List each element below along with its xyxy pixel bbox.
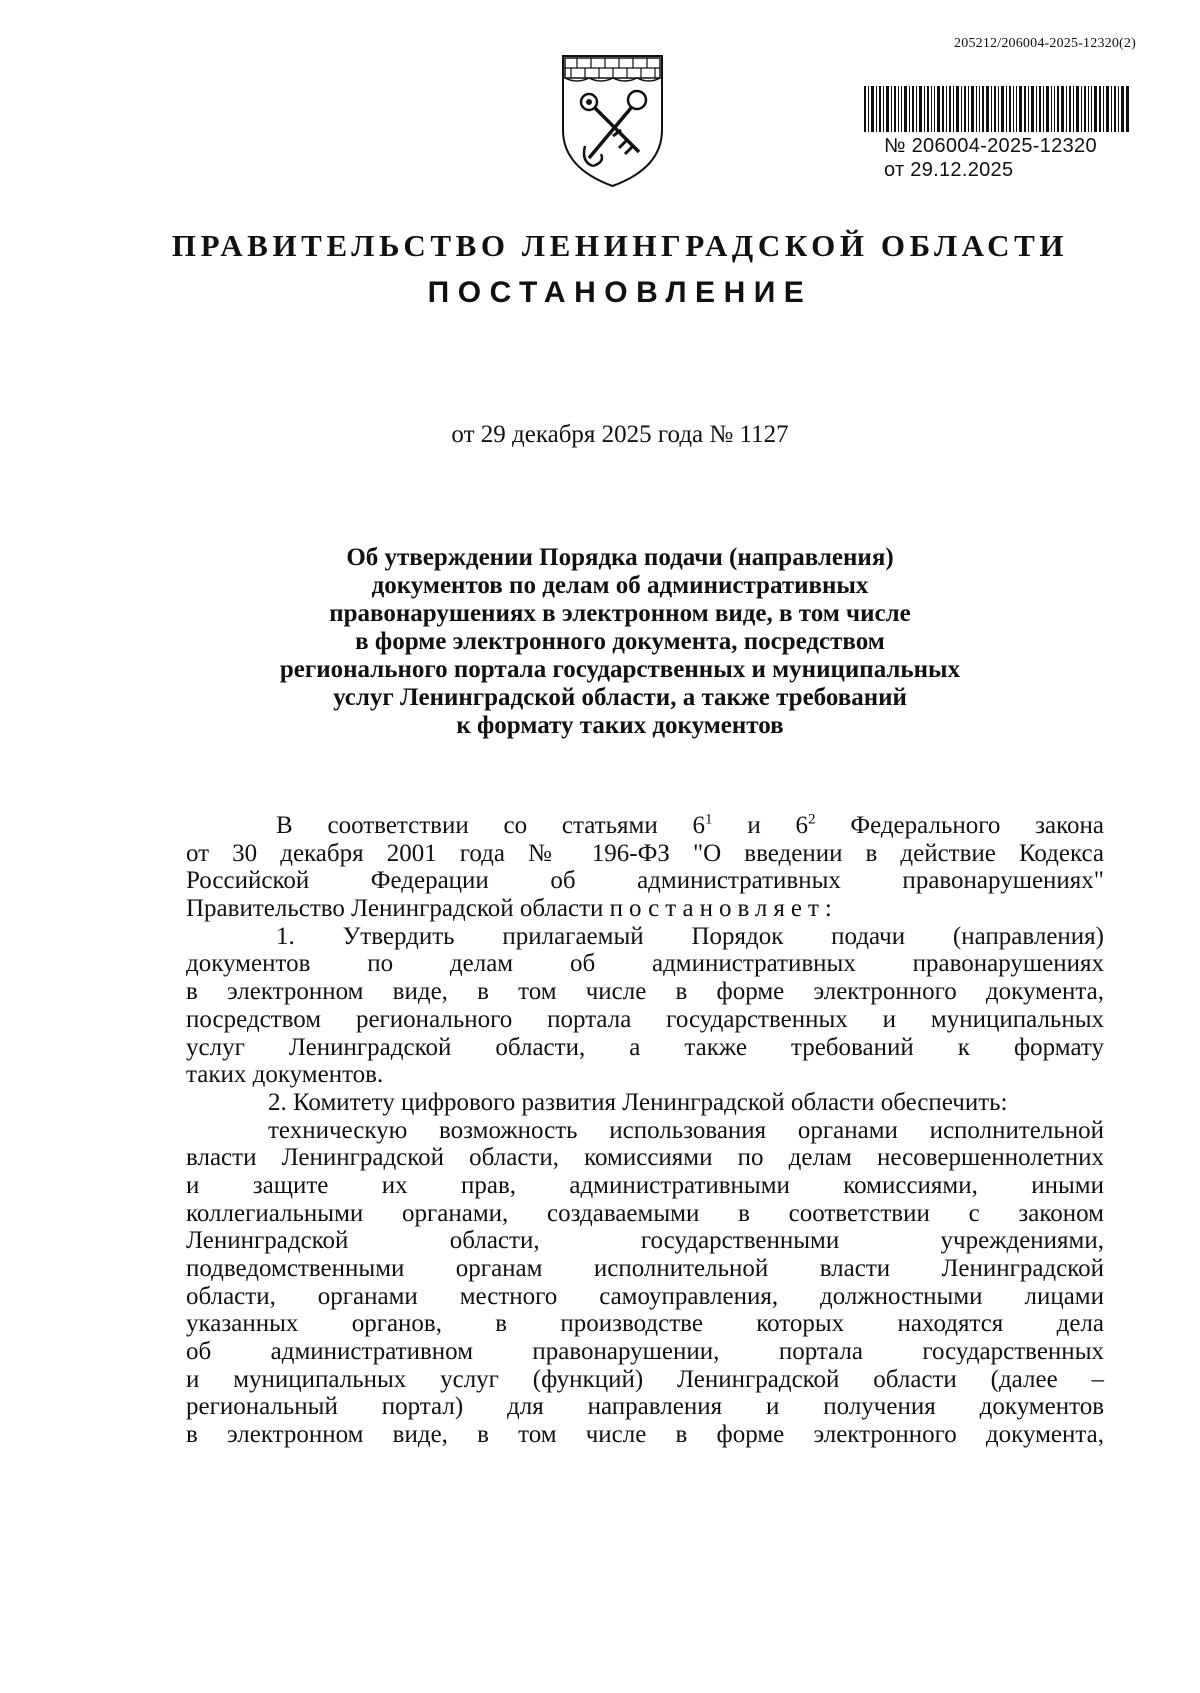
item-1-line: посредством регионального портала государственных и муниципальных [186, 1005, 1104, 1033]
resolves-word: постановляет: [609, 895, 838, 923]
registration-number: № 206004-2025-12320 [884, 135, 1097, 157]
item-2-text-line: коллегиальными органами, создаваемыми в соответствии с законом [186, 1199, 1104, 1227]
document-date-number: от 29 декабря 2025 года № 1127 [451, 421, 789, 448]
preamble-text: и 6 [712, 812, 809, 839]
item-2-text-line: об административном правонарушении, портала государственных [186, 1338, 1104, 1366]
item-1-line: услуг Ленинградской области, а также требований к формату [186, 1033, 1104, 1061]
superscript: 2 [808, 811, 816, 828]
item-2-text-line: техническую возможность использования органами исполнительной [268, 1116, 1104, 1144]
superscript: 1 [705, 811, 713, 828]
document-tracking-code: 205212/206004-2025-12320(2) [954, 36, 1136, 51]
preamble-text: В соответствии со статьями 6 [276, 812, 706, 839]
item-2-text-line: власти Ленинградской области, комиссиями по делам несовершеннолетних [186, 1144, 1104, 1172]
item-2-text-line: подведомственными органам исполнительной власти Ленинградской [186, 1255, 1104, 1282]
item-2-line: 2. Комитету цифрового развития Ленинградской области обеспечить: [268, 1088, 1008, 1116]
preamble-text: Федерального закона [815, 812, 1104, 839]
preamble-line: Российской Федерации об административных правонарушениях" [186, 867, 1104, 895]
document-type: ПОСТАНОВЛЕНИЕ [427, 276, 813, 309]
item-2-text-line: и муниципальных услуг (функций) Ленинградской области (далее – [186, 1365, 1104, 1393]
preamble-text: Правительство Ленинградской области [186, 895, 610, 923]
subject-line: регионального портала государственных и муниципальных [279, 656, 961, 683]
subject-line: Об утверждении Порядка подачи (направления) [346, 544, 894, 571]
document-subject [180, 544, 1060, 740]
preamble-line [186, 812, 1104, 840]
item-2-text-line: региональный портал) для направления и получения документов [186, 1393, 1104, 1421]
item-2-text-line: Ленинградской области, государственными учреждениями, [186, 1227, 1104, 1255]
document-body [186, 812, 1104, 1449]
item-2-text-line: в электронном виде, в том числе в форме электронного документа, [186, 1421, 1104, 1449]
subject-line: документов по делам об административных [371, 572, 869, 599]
barcode-icon [864, 86, 1129, 132]
subject-line: правонарушениях в электронном виде, в том числе [329, 600, 911, 627]
item-2-text-line: указанных органов, в производстве которых находятся дела [186, 1310, 1104, 1338]
item-1-line: таких документов. [186, 1061, 384, 1089]
item-1-line: в электронном виде, в том числе в форме электронного документа, [186, 978, 1104, 1006]
organization-title: ПРАВИТЕЛЬСТВО ЛЕНИНГРАДСКОЙ ОБЛАСТИ [171, 228, 1069, 263]
item-2-text-line: области, органами местного самоуправления, должностными лицами [186, 1282, 1104, 1310]
registration-date: от 29.12.2025 [884, 159, 1014, 181]
subject-line: в форме электронного документа, посредством [355, 628, 885, 655]
item-1-line: 1. Утвердить прилагаемый Порядок подачи (направления) [276, 922, 1104, 950]
item-1-line: документов по делам об административных правонарушениях [186, 950, 1104, 978]
coat-of-arms-icon [555, 50, 670, 190]
subject-line: услуг Ленинградской области, а также требований [333, 684, 907, 711]
item-2-text-line: и защите их прав, административными комиссиями, иными [186, 1171, 1104, 1199]
subject-line: к формату таких документов [456, 712, 784, 739]
preamble-line: от 30 декабря 2001 года № 196-ФЗ "О введении в действие Кодекса [186, 839, 1104, 867]
registration-stamp [884, 134, 1097, 182]
preamble-line [186, 895, 1104, 923]
